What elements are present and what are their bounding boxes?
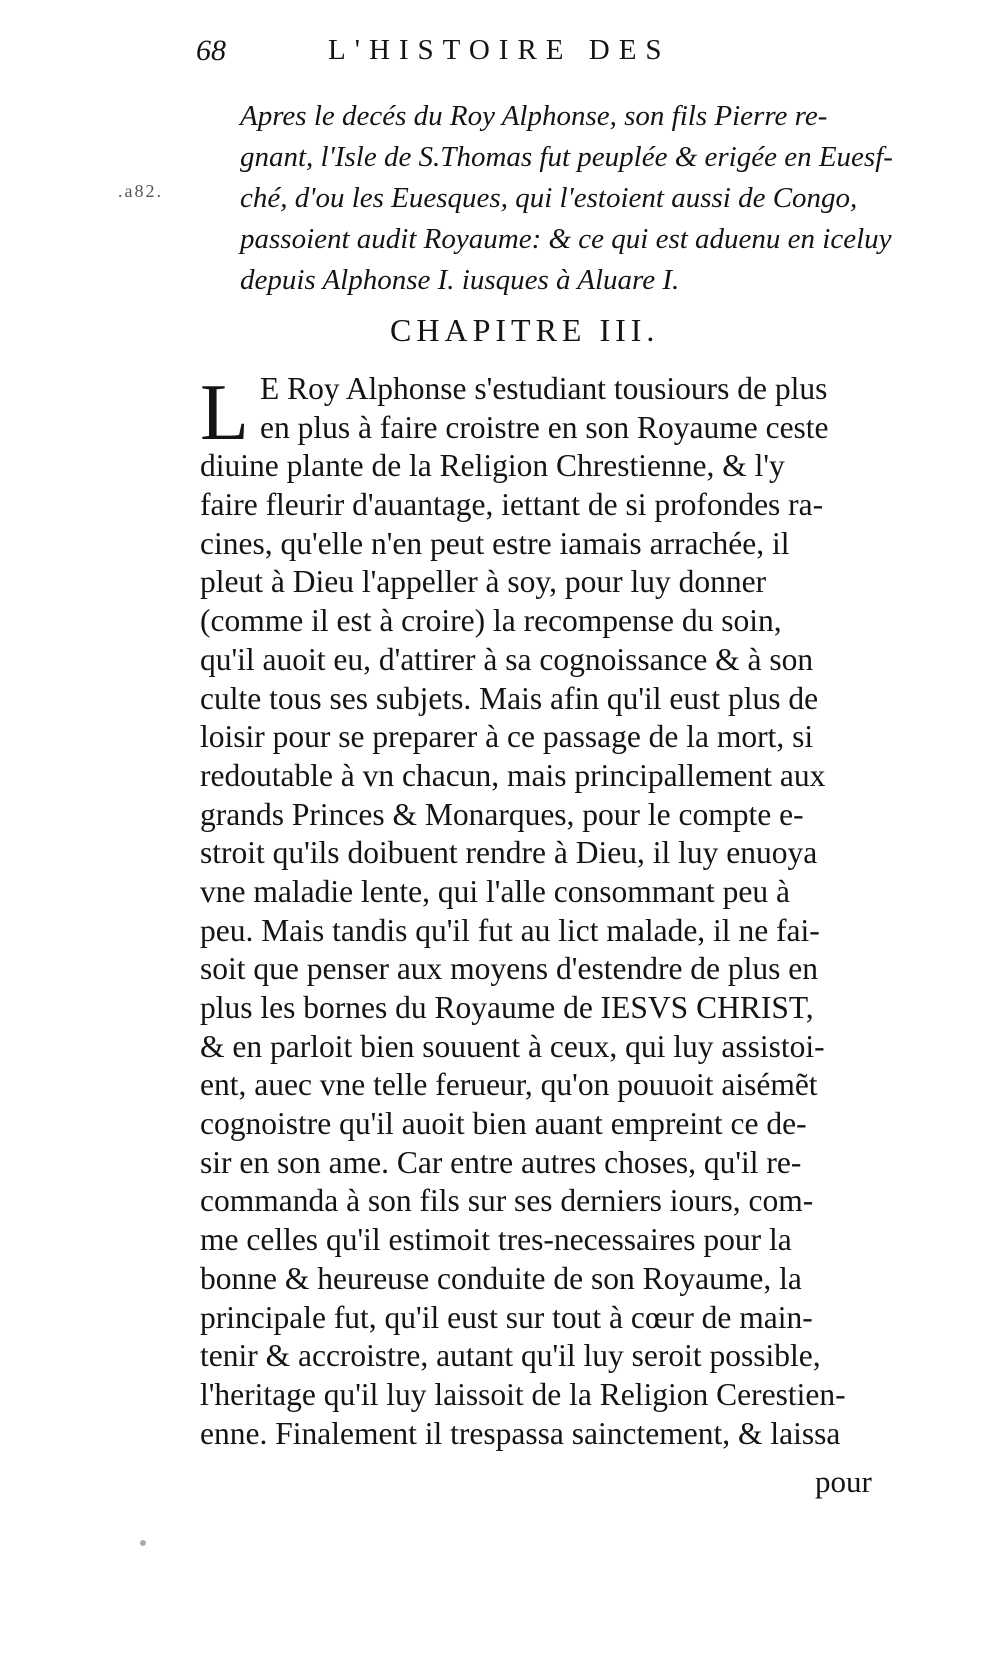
body-line: en plus à faire croistre en son Royaume ceste [260, 409, 829, 445]
running-head [196, 34, 786, 74]
body-line: faire fleurir d'auantage, iettant de si profondes ra- [200, 487, 824, 523]
summary-line: Apres le decés du Roy Alphonse, son fils Pierre re- [240, 100, 828, 132]
body-line: commanda à son fils sur ses derniers iours, com- [200, 1183, 814, 1219]
body-line: peu. Mais tandis qu'il fut au lict malade, il ne fai- [200, 912, 820, 948]
body-line: grands Princes & Monarques, pour le compte e- [200, 796, 804, 832]
body-line: vne maladie lente, qui l'alle consommant peu à [200, 873, 790, 909]
body-line: loisir pour se preparer à ce passage de la mort, si [200, 719, 814, 755]
summary-line: depuis Alphonse I. iusques à Aluare I. [240, 264, 680, 296]
body-line: diuine plante de la Religion Chrestienne, & l'y [200, 448, 785, 484]
body-line: stroit qu'ils doibuent rendre à Dieu, il luy enuoya [200, 835, 818, 871]
paper-speck [140, 1540, 146, 1546]
summary-line: ché, d'ou les Euesques, qui l'estoient aussi de Congo, [240, 182, 858, 214]
page-number: 68 [196, 34, 226, 67]
running-title: L'HISTOIRE DES [328, 34, 671, 66]
body-line: pleut à Dieu l'appeller à soy, pour luy donner [200, 564, 767, 600]
chapter-summary [240, 96, 940, 301]
body-line: E Roy Alphonse s'estudiant tousiours de plus [260, 371, 828, 406]
summary-line: passoient audit Royaume: & ce qui est aduenu en iceluy [240, 223, 892, 255]
body-line: l'heritage qu'il luy laissoit de la Religion Cerestien- [200, 1376, 846, 1412]
chapter-heading: CHAPITRE III. [390, 312, 660, 348]
body-line: qu'il auoit eu, d'attirer à sa cognoissance & à son [200, 641, 814, 677]
body-line: tenir & accroistre, autant qu'il luy seroit possible, [200, 1338, 821, 1374]
body-line: soit que penser aux moyens d'estendre de plus en [200, 951, 819, 987]
body-line: & en parloit bien souuent à ceux, qui luy assistoi- [200, 1028, 825, 1064]
body-line: sir en son ame. Car entre autres choses, qu'il re- [200, 1144, 802, 1180]
body-line: cognoistre qu'il auoit bien auant empreint ce de- [200, 1106, 807, 1142]
body-line: principale fut, qu'il eust sur tout à cœur de main- [200, 1299, 813, 1335]
body-line: culte tous ses subjets. Mais afin qu'il eust plus de [200, 680, 819, 716]
body-text [200, 370, 945, 1453]
body-line: cines, qu'elle n'en peut estre iamais arrachée, il [200, 525, 790, 561]
summary-line: gnant, l'Isle de S.Thomas fut peuplée & erigée en Euesf- [240, 141, 893, 173]
body-line: (comme il est à croire) la recompense du soin, [200, 603, 782, 639]
body-line: plus les bornes du Royaume de IESVS CHRIST, [200, 990, 814, 1025]
body-line: redoutable à vn chacun, mais principallement aux [200, 757, 826, 793]
drop-cap: L [200, 369, 249, 457]
body-line: enne. Finalement il trespassa sainctement, & laissa [200, 1415, 841, 1451]
body-line: me celles qu'il estimoit tres-necessaires pour la [200, 1222, 792, 1258]
body-line: ent, auec vne telle ferueur, qu'on pouuoit aisémẽt [200, 1067, 818, 1103]
margin-note: .a82. [118, 181, 163, 201]
catchword: pour [815, 1464, 872, 1499]
body-line: bonne & heureuse conduite de son Royaume, la [200, 1260, 802, 1296]
